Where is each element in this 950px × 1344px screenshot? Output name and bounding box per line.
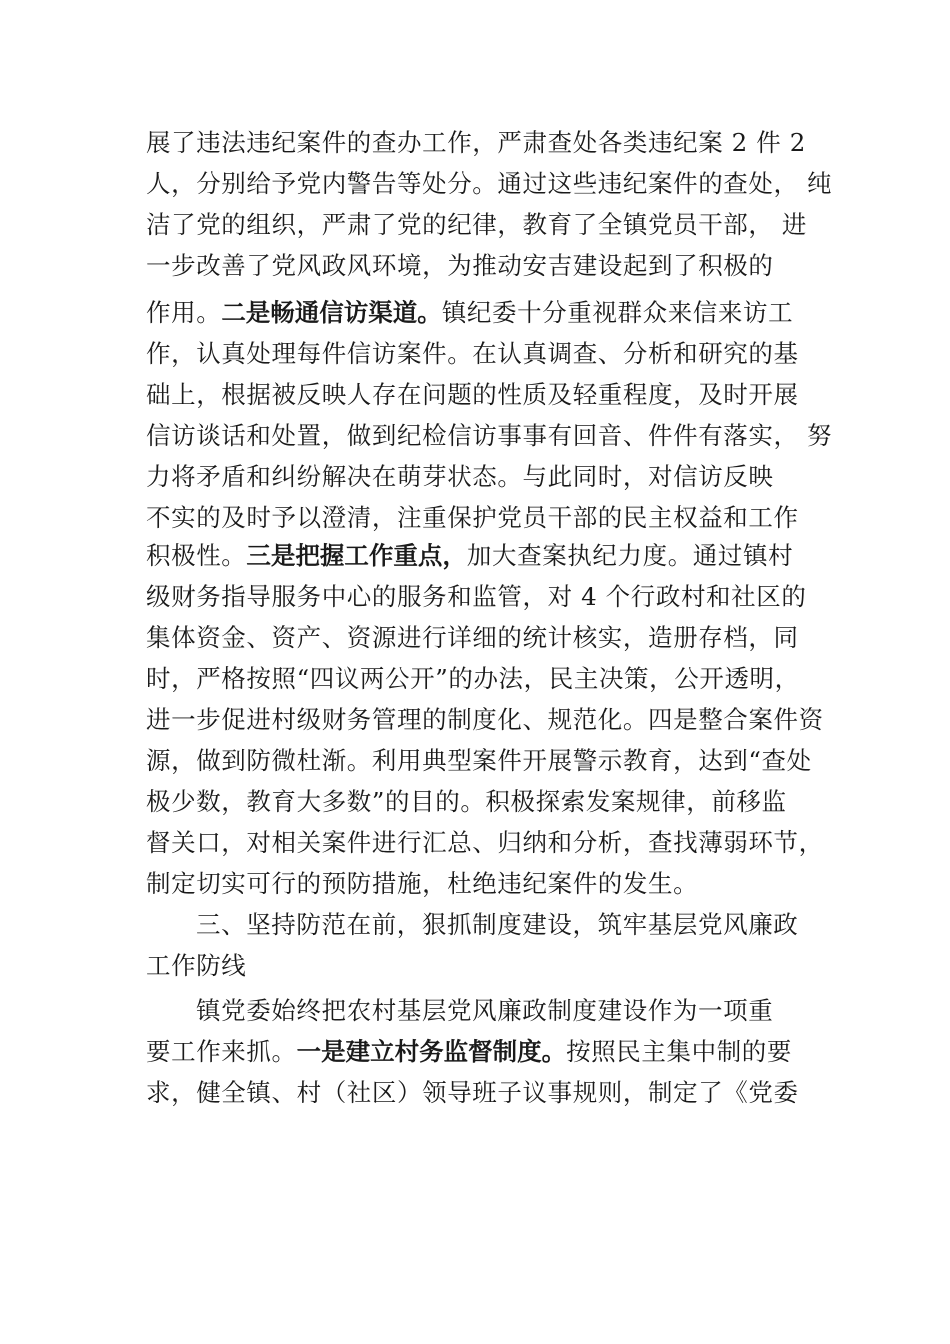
body-text: 作，认真处理每件信访案件。在认真调查、分析和研究的基 bbox=[146, 339, 799, 368]
body-text: 求，健全镇、村（社区）领导班子议事规则，制定了《党委 bbox=[146, 1078, 799, 1107]
body-text: 源，做到防微杜渐。利用典型案件开展警示教育，达到“查处 bbox=[146, 746, 812, 775]
text-line bbox=[146, 209, 807, 241]
body-text: 集体资金、资产、资源进行详细的统计核实，造册存档，同 bbox=[146, 623, 799, 652]
body-text: 力将矛盾和纠纷解决在萌芽状态。与此同时，对信访反映 bbox=[146, 462, 774, 491]
text-line bbox=[146, 745, 812, 777]
text-line bbox=[146, 379, 799, 411]
body-text: 工作防线 bbox=[146, 951, 247, 980]
text-line bbox=[146, 1036, 792, 1068]
body-text: 要工作来抓。 bbox=[146, 1037, 297, 1066]
body-text: 积极性。 bbox=[146, 541, 247, 570]
body-text: 镇党委始终把农村基层党风廉政制度建设作为一项重 bbox=[196, 996, 774, 1025]
text-line bbox=[146, 581, 806, 613]
body-text: 作用。 bbox=[146, 298, 222, 327]
body-text: 进一步促进村级财务管理的制度化、规范化。四是整合案件资 bbox=[146, 705, 824, 734]
text-line bbox=[146, 502, 799, 534]
body-text: 督关口，对相关案件进行汇总、归纳和分析，查找薄弱环节， bbox=[146, 828, 824, 857]
bold-heading-text: 一是建立村务监督制度。 bbox=[296, 1037, 567, 1066]
body-text: 级财务指导服务中心的服务和监管，对 4 个行政村和社区的 bbox=[146, 582, 807, 611]
body-text: 制定切实可行的预防措施，杜绝违纪案件的发生。 bbox=[146, 869, 699, 898]
text-line bbox=[146, 250, 774, 282]
text-line bbox=[146, 786, 787, 818]
text-line bbox=[146, 868, 698, 900]
body-text: 三、坚持防范在前，狠抓制度建设，筑牢基层党风廉政 bbox=[196, 910, 799, 939]
body-text: 极少数，教育大多数”的目的。积极探索发案规律，前移监 bbox=[146, 787, 787, 816]
text-line bbox=[146, 168, 832, 200]
body-text: 信访谈话和处置，做到纪检信访事事有回音、件件有落实， 努 bbox=[146, 421, 833, 450]
body-text: 展了违法违纪案件的查办工作，严肃查处各类违纪案 2 件 2 bbox=[146, 128, 806, 157]
text-line bbox=[146, 127, 806, 159]
body-text: 时，严格按照“四议两公开”的办法，民主决策，公开透明， bbox=[146, 664, 800, 693]
text-line bbox=[146, 950, 246, 982]
text-line bbox=[146, 704, 824, 736]
text-line bbox=[146, 420, 832, 452]
text-line bbox=[146, 1077, 799, 1109]
text-line bbox=[146, 338, 799, 370]
text-line bbox=[146, 663, 800, 695]
body-text: 按照民主集中制的要 bbox=[566, 1037, 793, 1066]
body-text: 镇纪委十分重视群众来信来访工 bbox=[441, 298, 794, 327]
body-text: 础上，根据被反映人存在问题的性质及轻重程度，及时开展 bbox=[146, 380, 799, 409]
text-line bbox=[146, 827, 824, 859]
body-text: 加大查案执纪力度。通过镇村 bbox=[466, 541, 794, 570]
text-line bbox=[196, 995, 773, 1027]
text-line bbox=[146, 461, 774, 493]
text-line bbox=[146, 540, 793, 572]
body-text: 不实的及时予以澄清，注重保护党员干部的民主权益和工作 bbox=[146, 503, 799, 532]
body-text: 洁了党的组织，严肃了党的纪律，教育了全镇党员干部， 进 bbox=[146, 210, 807, 239]
body-text: 一步改善了党风政风环境，为推动安吉建设起到了积极的 bbox=[146, 251, 774, 280]
text-line bbox=[146, 622, 799, 654]
text-line bbox=[146, 297, 793, 329]
bold-heading-text: 二是畅通信访渠道。 bbox=[221, 298, 442, 327]
bold-heading-text: 三是把握工作重点， bbox=[246, 541, 467, 570]
body-text: 人，分别给予党内警告等处分。通过这些违纪案件的查处， 纯 bbox=[146, 169, 833, 198]
text-line bbox=[196, 909, 798, 941]
